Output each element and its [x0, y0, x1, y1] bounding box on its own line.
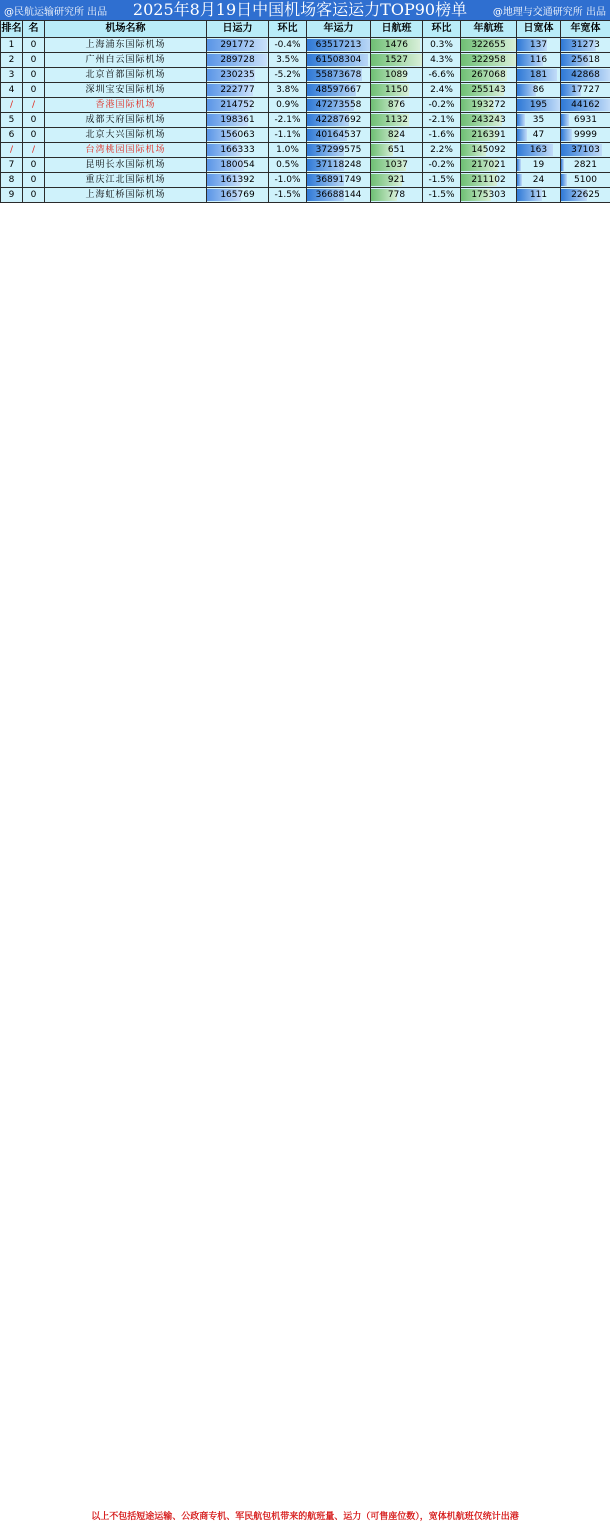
yearly-capacity-cell: 63517213 [307, 38, 371, 53]
daily-flights-cell: 651 [371, 143, 423, 158]
yearly-widebody-cell: 37103 [561, 143, 610, 158]
daily-flights-cell: 1150 [371, 83, 423, 98]
rank-change-cell: 0 [23, 68, 45, 83]
daily-flights-change-cell: 4.3% [423, 53, 461, 68]
yearly-flights-cell: 255143 [461, 83, 517, 98]
daily-flights-change-cell: -1.6% [423, 128, 461, 143]
yearly-widebody-cell-bar [561, 129, 572, 141]
daily-flights-cell: 1476 [371, 38, 423, 53]
footer-note: 以上不包括短途运输、公政商专机、军民航包机带来的航班量、运力（可售座位数），宽体机航班仅统计出港 [0, 1510, 610, 1525]
daily-flights-change-cell: -0.2% [423, 98, 461, 113]
right-credit: @地理与交通研究所 出品 [492, 6, 606, 18]
airport-name-cell: 深圳宝安国际机场 [45, 83, 207, 98]
rank-change-cell: 0 [23, 158, 45, 173]
daily-capacity-cell: 198361 [207, 113, 269, 128]
daily-widebody-cell: 111 [517, 188, 561, 203]
rank-cell: / [1, 98, 23, 113]
daily-capacity-cell: 161392 [207, 173, 269, 188]
yearly-widebody-cell: 42868 [561, 68, 610, 83]
daily-widebody-cell: 137 [517, 38, 561, 53]
table-row [1, 83, 610, 98]
col-header-yearly-capacity: 年运力 [307, 21, 371, 38]
daily-widebody-cell-bar [517, 114, 525, 126]
table-row [1, 188, 610, 203]
yearly-flights-cell: 216391 [461, 128, 517, 143]
daily-capacity-cell: 180054 [207, 158, 269, 173]
table-row [1, 68, 610, 83]
rank-cell: / [1, 143, 23, 158]
yearly-capacity-cell: 42287692 [307, 113, 371, 128]
daily-flights-cell: 1089 [371, 68, 423, 83]
airport-name-cell: 重庆江北国际机场 [45, 173, 207, 188]
yearly-widebody-cell: 22625 [561, 188, 610, 203]
yearly-widebody-cell: 17727 [561, 83, 610, 98]
daily-capacity-change-cell: -1.1% [269, 128, 307, 143]
daily-capacity-change-cell: -0.4% [269, 38, 307, 53]
col-header-daily-capacity: 日运力 [207, 21, 269, 38]
table-row [1, 143, 610, 158]
daily-flights-cell: 921 [371, 173, 423, 188]
yearly-capacity-cell: 36688144 [307, 188, 371, 203]
rank-cell: 3 [1, 68, 23, 83]
daily-capacity-change-cell: -1.0% [269, 173, 307, 188]
rank-change-cell: 0 [23, 83, 45, 98]
daily-flights-change-cell: 2.4% [423, 83, 461, 98]
title-bar [0, 0, 610, 20]
daily-capacity-cell: 289728 [207, 53, 269, 68]
table-row [1, 113, 610, 128]
daily-widebody-cell: 24 [517, 173, 561, 188]
yearly-flights-cell: 211102 [461, 173, 517, 188]
daily-capacity-change-cell: 3.5% [269, 53, 307, 68]
daily-widebody-cell: 35 [517, 113, 561, 128]
col-header-daily-flights: 日航班 [371, 21, 423, 38]
daily-capacity-cell: 166333 [207, 143, 269, 158]
rank-change-cell: 0 [23, 128, 45, 143]
daily-widebody-cell: 163 [517, 143, 561, 158]
daily-flights-change-cell: -2.1% [423, 113, 461, 128]
table-body [1, 38, 610, 203]
daily-widebody-cell: 19 [517, 158, 561, 173]
daily-widebody-cell-bar [517, 174, 522, 186]
table-row [1, 158, 610, 173]
yearly-capacity-cell: 61508304 [307, 53, 371, 68]
col-header-flights-change: 环比 [423, 21, 461, 38]
yearly-widebody-cell: 31273 [561, 38, 610, 53]
daily-widebody-cell: 86 [517, 83, 561, 98]
yearly-flights-cell: 267068 [461, 68, 517, 83]
airport-name-cell: 台湾桃园国际机场 [45, 143, 207, 158]
rank-change-cell: / [23, 98, 45, 113]
yearly-flights-cell: 322958 [461, 53, 517, 68]
airport-name-cell: 广州白云国际机场 [45, 53, 207, 68]
daily-capacity-cell: 291772 [207, 38, 269, 53]
daily-capacity-change-cell: -1.5% [269, 188, 307, 203]
table-row [1, 98, 610, 113]
daily-flights-cell: 824 [371, 128, 423, 143]
col-header-change: 名 [23, 21, 45, 38]
page-title: 2025年8月19日中国机场客运运力TOP90榜单 [132, 0, 468, 19]
daily-capacity-cell: 156063 [207, 128, 269, 143]
daily-flights-cell: 778 [371, 188, 423, 203]
table-row [1, 128, 610, 143]
rank-cell: 2 [1, 53, 23, 68]
rank-change-cell: 0 [23, 113, 45, 128]
yearly-widebody-cell: 44162 [561, 98, 610, 113]
daily-capacity-cell: 222777 [207, 83, 269, 98]
yearly-flights-cell: 145092 [461, 143, 517, 158]
rank-change-cell: 0 [23, 188, 45, 203]
yearly-flights-cell: 193272 [461, 98, 517, 113]
yearly-widebody-cell-bar [561, 174, 567, 186]
rank-cell: 1 [1, 38, 23, 53]
airport-name-cell: 香港国际机场 [45, 98, 207, 113]
daily-capacity-change-cell: 0.9% [269, 98, 307, 113]
yearly-flights-cell: 243243 [461, 113, 517, 128]
airport-name-cell: 北京大兴国际机场 [45, 128, 207, 143]
col-header-daily-widebody: 日宽体 [517, 21, 561, 38]
col-header-yearly-widebody: 年宽体 [561, 21, 610, 38]
daily-flights-cell: 1132 [371, 113, 423, 128]
daily-flights-change-cell: -6.6% [423, 68, 461, 83]
daily-capacity-cell: 230235 [207, 68, 269, 83]
rank-change-cell: 0 [23, 38, 45, 53]
daily-flights-change-cell: 0.3% [423, 38, 461, 53]
yearly-capacity-cell: 37118248 [307, 158, 371, 173]
daily-flights-cell: 876 [371, 98, 423, 113]
airport-name-cell: 昆明长水国际机场 [45, 158, 207, 173]
yearly-widebody-cell-bar [561, 114, 569, 126]
yearly-capacity-cell: 36891749 [307, 173, 371, 188]
daily-flights-change-cell: 2.2% [423, 143, 461, 158]
daily-widebody-cell: 116 [517, 53, 561, 68]
daily-widebody-cell-bar [517, 159, 521, 171]
yearly-capacity-cell: 55873678 [307, 68, 371, 83]
rank-cell: 7 [1, 158, 23, 173]
daily-capacity-cell: 165769 [207, 188, 269, 203]
yearly-capacity-cell: 37299575 [307, 143, 371, 158]
yearly-widebody-cell: 25618 [561, 53, 610, 68]
daily-flights-cell: 1527 [371, 53, 423, 68]
rank-cell: 8 [1, 173, 23, 188]
yearly-widebody-cell: 6931 [561, 113, 610, 128]
left-credit: @民航运输研究所 出品 [4, 6, 108, 18]
yearly-widebody-cell: 9999 [561, 128, 610, 143]
col-header-rank: 排名 [1, 21, 23, 38]
ranking-table [0, 20, 610, 203]
rank-change-cell: 0 [23, 53, 45, 68]
rank-change-cell: 0 [23, 173, 45, 188]
col-header-airport: 机场名称 [45, 21, 207, 38]
rank-cell: 9 [1, 188, 23, 203]
daily-widebody-cell-bar [517, 129, 527, 141]
daily-capacity-change-cell: 3.8% [269, 83, 307, 98]
table-row [1, 173, 610, 188]
daily-capacity-cell: 214752 [207, 98, 269, 113]
yearly-flights-cell: 217021 [461, 158, 517, 173]
daily-capacity-change-cell: -5.2% [269, 68, 307, 83]
table-header-row [1, 21, 610, 38]
yearly-flights-cell: 175303 [461, 188, 517, 203]
daily-widebody-cell: 47 [517, 128, 561, 143]
table-row [1, 38, 610, 53]
daily-capacity-change-cell: -2.1% [269, 113, 307, 128]
airport-name-cell: 上海浦东国际机场 [45, 38, 207, 53]
yearly-widebody-cell: 2821 [561, 158, 610, 173]
airport-name-cell: 上海虹桥国际机场 [45, 188, 207, 203]
daily-flights-change-cell: -0.2% [423, 158, 461, 173]
col-header-daily-change: 环比 [269, 21, 307, 38]
yearly-capacity-cell: 47273558 [307, 98, 371, 113]
daily-capacity-change-cell: 0.5% [269, 158, 307, 173]
airport-name-cell: 成都天府国际机场 [45, 113, 207, 128]
rank-change-cell: / [23, 143, 45, 158]
yearly-capacity-cell: 48597667 [307, 83, 371, 98]
daily-widebody-cell: 195 [517, 98, 561, 113]
daily-widebody-cell: 181 [517, 68, 561, 83]
table-row [1, 53, 610, 68]
yearly-widebody-cell: 5100 [561, 173, 610, 188]
daily-capacity-change-cell: 1.0% [269, 143, 307, 158]
col-header-yearly-flights: 年航班 [461, 21, 517, 38]
rank-cell: 4 [1, 83, 23, 98]
daily-flights-cell: 1037 [371, 158, 423, 173]
yearly-capacity-cell: 40164537 [307, 128, 371, 143]
yearly-widebody-cell-bar [561, 159, 564, 171]
yearly-flights-cell: 322655 [461, 38, 517, 53]
daily-flights-change-cell: -1.5% [423, 188, 461, 203]
rank-cell: 5 [1, 113, 23, 128]
daily-flights-change-cell: -1.5% [423, 173, 461, 188]
rank-cell: 6 [1, 128, 23, 143]
airport-name-cell: 北京首都国际机场 [45, 68, 207, 83]
